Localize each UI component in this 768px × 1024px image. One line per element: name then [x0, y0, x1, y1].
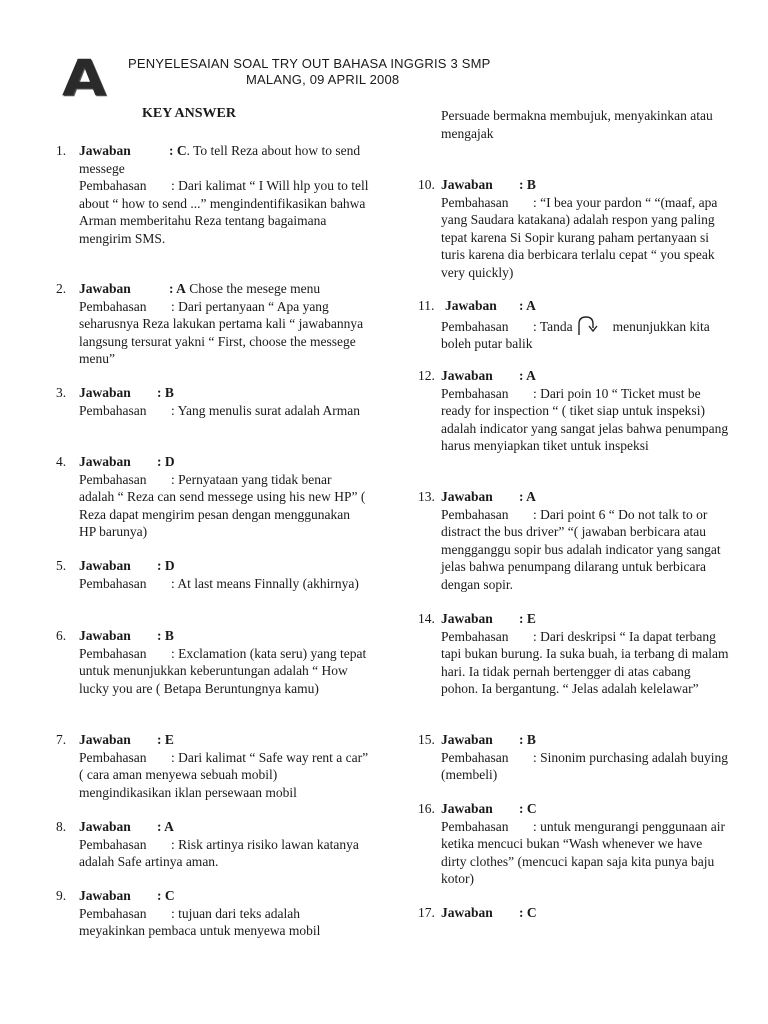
explanation-text: : Dari pertanyaan “ Apa yang seharusnya Reza lakukan pertama kali “ jawabannya langsung tersurat yakni “ First, choose the messege menu” [79, 298, 364, 366]
item-number: 6. [56, 628, 67, 643]
answer-label: Jawaban [441, 177, 493, 192]
item-number: 16. [418, 801, 435, 816]
answer-value: : E [519, 611, 536, 626]
u-turn-sign-icon [573, 315, 599, 335]
document-header [128, 56, 548, 88]
explanation-text: : Tanda [533, 318, 573, 334]
pembahasan-label: Pembahasan [79, 471, 147, 487]
answer-value: : A [519, 298, 536, 313]
pembahasan-label: Pembahasan [441, 194, 509, 210]
answer-value: : E [157, 732, 174, 747]
pembahasan-label: Pembahasan [441, 385, 509, 401]
header-title: PENYELESAIAN SOAL TRY OUT BAHASA INGGRIS 3 SMP [128, 56, 491, 71]
item-number: 15. [418, 732, 435, 747]
answer-value: : A [519, 368, 536, 383]
answer-label: Jawaban [79, 732, 131, 747]
answer-label: Jawaban [79, 385, 131, 400]
pembahasan-label: Pembahasan [79, 575, 147, 591]
item-number: 14. [418, 611, 435, 626]
answer-label: Jawaban [441, 905, 493, 920]
explanation-text: : Pernyataan yang tidak benar adalah “ Reza can send messege using his new HP” ( Reza dapat mengirim pesan dengan menggunakan HP barunya) [79, 471, 366, 539]
answer-value: : C [169, 143, 187, 158]
answer-label: Jawaban [445, 298, 497, 313]
answer-label: Jawaban [79, 143, 131, 158]
pembahasan-label: Pembahasan [79, 298, 147, 314]
answer-label: Jawaban [79, 888, 131, 903]
key-answer-title: KEY ANSWER [142, 106, 237, 121]
explanation-text: : Sinonim purchasing adalah buying (membeli) [441, 749, 728, 782]
explanation-text: : “I bea your pardon “ “(maaf, apa yang Saudara katakana) adalah respon yang paling tepat karena Si Sopir kurang paham pertanyaan si turis karena dia berbicara terlalu cepat “ you speak very quickly) [441, 194, 718, 280]
pembahasan-label: Pembahasan [79, 836, 147, 852]
item-number: 5. [56, 558, 67, 573]
explanation-text: Persuade bermakna membujuk, menyakinkan atau mengajak [441, 108, 713, 141]
item-number: 10. [418, 177, 435, 192]
explanation-text: : Dari deskripsi “ Ia dapat terbang tapi bukan burung. Ia suka buah, ia terbang di malam hari. Ia tidak pernah bertengger di atas cabang pohon. Ia bergantung. “ Jelas adalah kelelawar” [441, 628, 729, 696]
explanation-text: : Risk artinya risiko lawan katanya adalah Safe artinya aman. [79, 836, 359, 869]
answer-value: : D [157, 454, 175, 469]
answer-label: Jawaban [79, 454, 131, 469]
pembahasan-label: Pembahasan [441, 628, 509, 644]
pembahasan-label: Pembahasan [79, 178, 147, 193]
pembahasan-label: Pembahasan [79, 402, 147, 418]
answer-value: : B [519, 732, 536, 747]
explanation-text: : Dari kalimat “ Safe way rent a car” ( cara aman menyewa sebuah mobil) mengindikasikan iklan persewaan mobil [79, 749, 369, 800]
explanation-text-after-icon: menunjukkan kita boleh putar balik [441, 318, 710, 351]
item-number: 3. [56, 385, 67, 400]
item-number: 17. [418, 905, 435, 920]
answer-label: Jawaban [441, 489, 493, 504]
pembahasan-label: Pembahasan [79, 749, 147, 765]
item-number: 4. [56, 454, 67, 469]
answer-value: : D [157, 558, 175, 573]
item-number: 8. [56, 819, 67, 834]
pembahasan-label: Pembahasan [441, 818, 509, 834]
answer-label: Jawaban [79, 628, 131, 643]
answer-value: : B [519, 177, 536, 192]
answer-value: : A [157, 819, 174, 834]
answer-label: Jawaban [79, 819, 131, 834]
explanation-text: : untuk mengurangi penggunaan air ketika mencuci bukan “Wash whenever we have dirty clothes” (mencuci kapan saja kita punya baju kotor) [441, 818, 725, 886]
section-letter-logo: A [62, 49, 107, 107]
answer-label: Jawaban [441, 801, 493, 816]
answer-item-9-continued [441, 107, 731, 142]
pembahasan-label: Pembahasan [441, 749, 509, 765]
answer-text: . To tell Reza about how to send messege [79, 143, 361, 176]
answer-label: Jawaban [79, 558, 131, 573]
answer-value: : C [519, 801, 537, 816]
item-number: 9. [56, 888, 67, 903]
explanation-text: : Dari poin 10 “ Ticket must be ready for inspection “ ( tiket siap untuk inspeksi) adalah indicator yang sangat jelas bahwa penumpang harus menyiapkan tiket untuk inspeksi [441, 385, 729, 453]
answer-value: : A [169, 281, 186, 296]
explanation-text: : tujuan dari teks adalah meyakinkan pembaca untuk menyewa mobil [79, 905, 321, 938]
answer-value: : A [519, 489, 536, 504]
explanation-text: : Exclamation (kata seru) yang tepat untuk menunjukkan keberuntungan adalah “ How lucky you are ( Betapa Beruntungnya kamu) [79, 645, 367, 696]
item-number: 2. [56, 281, 67, 296]
item-number: 1. [56, 143, 67, 158]
answer-label: Jawaban [79, 281, 131, 296]
pembahasan-label: Pembahasan [79, 905, 147, 921]
pembahasan-label: Pembahasan [441, 318, 509, 334]
pembahasan-label: Pembahasan [441, 506, 509, 522]
item-number: 7. [56, 732, 67, 747]
answer-value: : B [157, 385, 174, 400]
explanation-text: : At last means Finnally (akhirnya) [171, 575, 359, 591]
answer-value: : B [157, 628, 174, 643]
explanation-text: : Dari kalimat “ I Will hlp you to tell about “ how to send ...” mengindentifikasikan bahwa Arman memberitahu Reza tentang bagaimana mengirim SMS. [79, 178, 369, 246]
answer-label: Jawaban [441, 368, 493, 383]
item-number: 11. [418, 298, 435, 313]
header-date: MALANG, 09 APRIL 2008 [246, 72, 400, 87]
answer-value: : C [519, 905, 537, 920]
item-number: 13. [418, 489, 435, 504]
answer-label: Jawaban [441, 732, 493, 747]
answer-text: Chose the mesege menu [185, 281, 321, 296]
explanation-text: : Yang menulis surat adalah Arman [171, 402, 360, 418]
answer-label: Jawaban [441, 611, 493, 626]
answer-value: : C [157, 888, 175, 903]
item-number: 12. [418, 368, 435, 383]
pembahasan-label: Pembahasan [79, 645, 147, 661]
explanation-text: : Dari point 6 “ Do not talk to or distract the bus driver” “( jawaban berbicara atau mengganggu sopir bus adalah indicator yang sangat jelas bahwa penumpang dilarang untuk berbicara dengan sopir. [441, 506, 721, 592]
